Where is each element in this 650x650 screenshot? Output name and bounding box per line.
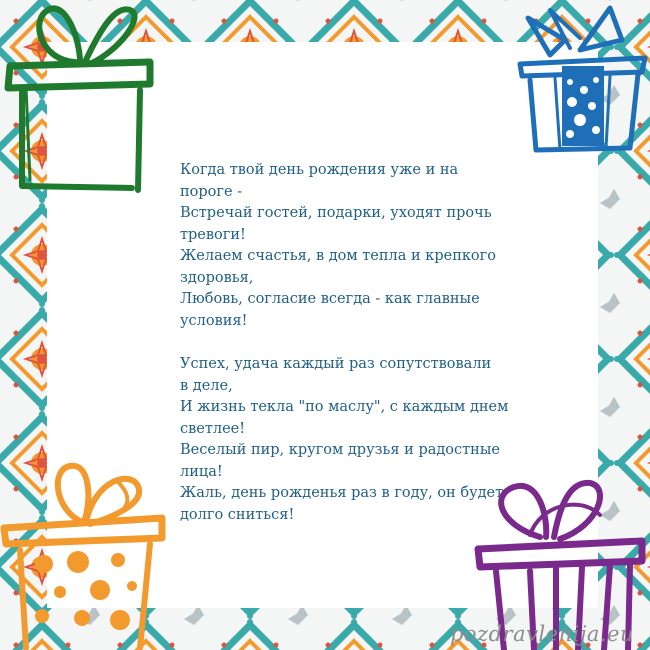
poem-line: здоровья, (180, 269, 254, 286)
birthday-poem (180, 160, 520, 548)
poem-line: тревоги! (180, 226, 246, 243)
poem-line: лица! (180, 463, 223, 480)
poem-stanza (180, 354, 520, 526)
poem-line: И жизнь текла "по маслу", с каждым днем (180, 399, 509, 415)
poem-line: Встречай гостей, подарки, уходят прочь (180, 205, 492, 221)
poem-line: в деле, (180, 377, 233, 394)
poem-line: Веселый пир, кругом друзья и радостные (180, 442, 500, 458)
poem-line: пороге - (180, 183, 243, 200)
poem-line: Любовь, согласие всегда - как главные (180, 291, 480, 307)
poem-line: долго сниться! (180, 506, 295, 523)
watermark: pozdravlenija.eu (449, 622, 634, 646)
poem-line: Жаль, день рожденья раз в году, он будет (180, 485, 504, 501)
poem-line: Желаем счастья, в дом тепла и крепкого (180, 248, 496, 264)
poem-line: условия! (180, 312, 248, 329)
poem-line: Когда твой день рождения уже и на (180, 162, 459, 178)
gift-box-icon (510, 0, 650, 170)
poem-line: Успех, удача каждый раз сопутствовали (180, 356, 492, 372)
poem-line: светлее! (180, 420, 246, 437)
gift-box-icon (0, 460, 175, 650)
poem-stanza (180, 160, 520, 332)
gift-box-icon (0, 0, 170, 200)
